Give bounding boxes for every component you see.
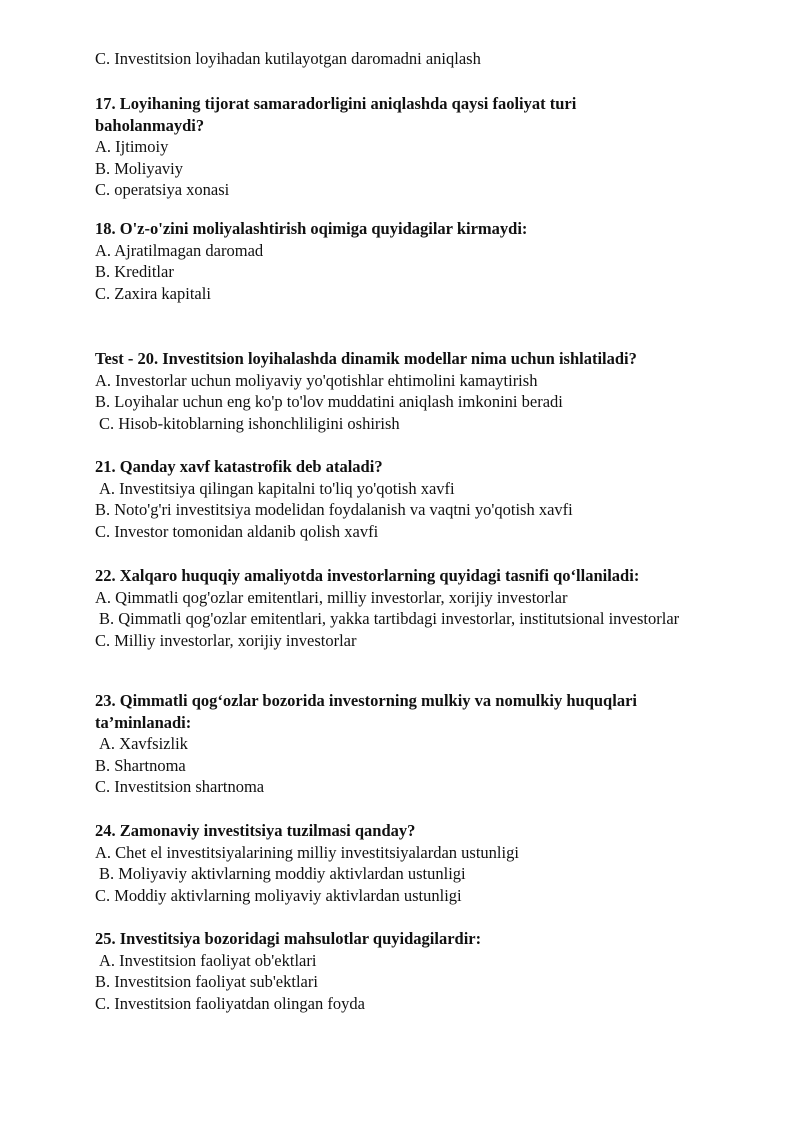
answer-option: B. Loyihalar uchun eng ko'p to'lov muddatini aniqlash imkonini beradi <box>95 392 563 412</box>
answer-option: C. Investor tomonidan aldanib qolish xavfi <box>95 521 379 541</box>
question-text: 23. Qimmatli qog‘ozlar bozorida investorning mulkiy va nomulkiy huquqlari ta’minlanadi: <box>95 691 637 732</box>
answer-option: A. Investitsion faoliyat ob'ektlari <box>99 950 317 970</box>
answer-option: A. Qimmatli qog'ozlar emitentlari, milliy investorlar, xorijiy investorlar <box>95 587 568 607</box>
question-text: Test - 20. Investitsion loyihalashda dinamik modellar nima uchun ishlatiladi? <box>95 349 637 368</box>
answer-option: C. Zaxira kapitali <box>95 283 211 303</box>
question-text: 18. O'z-o'zini moliyalashtirish oqimiga quyidagilar kirmaydi: <box>95 219 528 238</box>
answer-option: C. Investitsion shartnoma <box>95 777 265 797</box>
question-block-20 <box>95 348 745 434</box>
question-block-24 <box>95 820 745 906</box>
answer-option: A. Ijtimoiy <box>95 137 169 157</box>
answer-option: C. Milliy investorlar, xorijiy investorlar <box>95 630 357 650</box>
question-block-25 <box>95 928 745 1014</box>
answer-option: C. Investitsion loyihadan kutilayotgan daromadni aniqlash <box>95 49 481 68</box>
question-block-18 <box>95 218 745 304</box>
question-text: 24. Zamonaviy investitsiya tuzilmasi qanday? <box>95 821 416 840</box>
question-text: 21. Qanday xavf katastrofik deb ataladi? <box>95 457 383 476</box>
answer-option: B. Moliyaviy <box>95 158 184 178</box>
answer-option: B. Kreditlar <box>95 262 174 282</box>
answer-option: A. Ajratilmagan daromad <box>95 240 264 260</box>
question-block-23 <box>95 690 745 798</box>
question-text: 17. Loyihaning tijorat samaradorligini aniqlashda qaysi faoliyat turi baholanmaydi? <box>95 94 577 135</box>
answer-option: B. Investitsion faoliyat sub'ektlari <box>95 972 318 992</box>
answer-option: A. Xavfsizlik <box>99 734 188 754</box>
answer-option: A. Chet el investitsiyalarining milliy investitsiyalardan ustunligi <box>95 842 519 862</box>
answer-option: A. Investitsiya qilingan kapitalni to'liq yo'qotish xavfi <box>99 478 455 498</box>
answer-option: C. Moddiy aktivlarning moliyaviy aktivlardan ustunligi <box>95 885 462 905</box>
answer-option: B. Qimmatli qog'ozlar emitentlari, yakka tartibdagi investorlar, institutsional investorlar <box>99 609 680 629</box>
question-block-21 <box>95 456 745 542</box>
answer-option: C. Hisob-kitoblarning ishonchliligini oshirish <box>99 413 400 433</box>
answer-option: B. Shartnoma <box>95 755 186 775</box>
question-text: 22. Xalqaro huquqiy amaliyotda investorlarning quyidagi tasnifi qo‘llaniladi: <box>95 566 640 585</box>
question-block-17 <box>95 93 745 201</box>
question-block-22 <box>95 565 745 651</box>
question-text: 25. Investitsiya bozoridagi mahsulotlar quyidagilardir: <box>95 929 482 948</box>
answer-option: B. Noto'g'ri investitsiya modelidan foydalanish va vaqtni yo'qotish xavfi <box>95 500 573 520</box>
answer-option: A. Investorlar uchun moliyaviy yo'qotishlar ehtimolini kamaytirish <box>95 370 538 390</box>
answer-option: C. operatsiya xonasi <box>95 180 230 200</box>
carry-over-block <box>95 48 745 70</box>
answer-option: C. Investitsion faoliyatdan olingan foyda <box>95 993 365 1013</box>
answer-option: B. Moliyaviy aktivlarning moddiy aktivlardan ustunligi <box>99 864 466 884</box>
